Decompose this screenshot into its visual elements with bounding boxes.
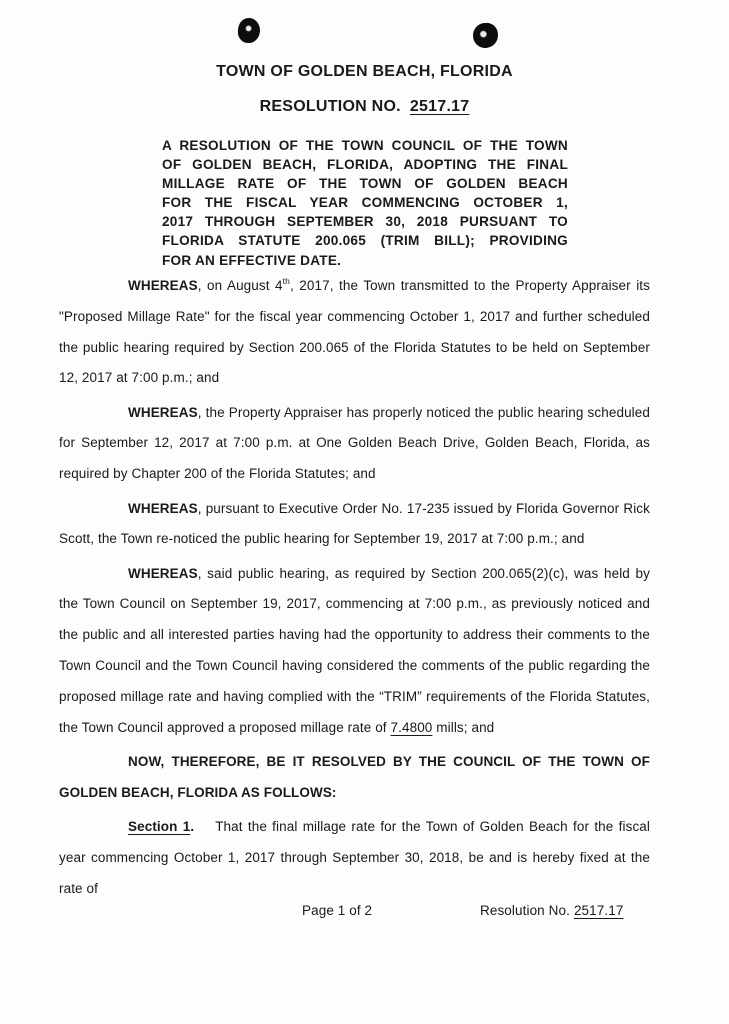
resolved-clause-line: NOW, THEREFORE, BE IT RESOLVED BY THE COUNCIL OF THE TOWN OF: [128, 753, 650, 769]
resolution-number: 2517.17: [409, 98, 470, 115]
ordinal-superscript: th: [282, 276, 290, 286]
title-block-line: A RESOLUTION OF THE TOWN COUNCIL OF THE TOWN: [162, 138, 568, 153]
binder-hole-left-icon: [237, 17, 261, 44]
paragraph-text: mills; and: [432, 719, 495, 735]
millage-rate-value: 7.4800: [390, 719, 433, 735]
paragraph-whereas-2: [59, 398, 650, 490]
title-block-line: FOR AN EFFECTIVE DATE.: [162, 252, 342, 268]
page-indicator: Page 1 of 2: [302, 903, 373, 918]
footer-resolution-value: 2517.17: [573, 903, 624, 918]
paragraph-text: , pursuant to Executive Order No. 17-235 issued by Florida Governor Rick Scott, the Town re-noticed the public hearing for September 19, 2017 at 7:00 p.m.; and: [59, 500, 650, 547]
paragraph-whereas-1: [59, 266, 650, 394]
town-name: TOWN OF GOLDEN BEACH, FLORIDA: [216, 63, 513, 80]
paragraph-text: , the Property Appraiser has properly noticed the public hearing scheduled for September 12, 2017 at 7:00 p.m. at One Golden Beach Drive, Golden Beach, Florida, as required by Chapter 200 of the Florida Statutes; and: [59, 404, 650, 482]
paragraph-text: , 2017, the Town transmitted to the Property Appraiser its "Proposed Millage Rate" for the fiscal year commencing October 1, 2017 and further scheduled the public hearing required by Section 200.065 of the Florida Statutes to be held on September 12, 2017 at 7:00 p.m.; and: [59, 278, 650, 386]
title-block-line: FOR THE FISCAL YEAR COMMENCING OCTOBER 1,: [162, 195, 568, 211]
title-block-line: 2017 THROUGH SEPTEMBER 30, 2018 PURSUANT TO: [162, 214, 568, 230]
document-title: [0, 63, 729, 81]
resolved-clause-line: GOLDEN BEACH, FLORIDA AS FOLLOWS:: [59, 784, 337, 800]
paragraph-whereas-4: [59, 559, 650, 744]
title-block-line: FLORIDA STATUTE 200.065 (TRIM BILL); PROVIDING: [162, 233, 568, 249]
paragraph-text: , said public hearing, as required by Section 200.065(2)(c), was held by the Town Council on September 19, 2017, commencing at 7:00 p.m., as previously noticed and the public and all interested parties having had the opportunity to address their comments to the Town Council and the Town Council having considered the comments of the public regarding the proposed millage rate and having complied with the “TRIM” requirements of the Florida Statutes, the Town Council approved a proposed millage rate of: [59, 565, 650, 735]
title-block-line: MILLAGE RATE OF THE TOWN OF GOLDEN BEACH: [162, 176, 568, 192]
binder-hole-right-icon: [472, 22, 499, 49]
resolved-clause: [59, 747, 650, 809]
footer-resolution-label: Resolution No.: [480, 903, 570, 918]
resolution-number-heading: [0, 98, 729, 116]
whereas-lead: WHEREAS: [128, 500, 198, 516]
footer-resolution-number: [480, 903, 623, 918]
section-1-punct: .: [190, 819, 195, 835]
paragraph-text: , on August 4: [197, 278, 283, 293]
resolution-label: RESOLUTION NO.: [259, 98, 401, 115]
whereas-lead: WHEREAS: [128, 278, 198, 293]
resolution-body: [59, 266, 650, 908]
paragraph-whereas-3: [59, 494, 650, 556]
paragraph-section-1: [59, 812, 650, 904]
paragraph-text: That the final millage rate for the Town of Golden Beach for the fiscal year commencing October 1, 2017 through September 30, 2018, be and is hereby fixed at the rate of: [59, 819, 651, 896]
resolution-title-block: [162, 136, 568, 270]
whereas-lead: WHEREAS: [128, 565, 198, 581]
title-block-line: OF GOLDEN BEACH, FLORIDA, ADOPTING THE FINAL: [162, 157, 568, 173]
whereas-lead: WHEREAS: [128, 404, 198, 420]
section-1-label: Section 1: [128, 819, 191, 835]
